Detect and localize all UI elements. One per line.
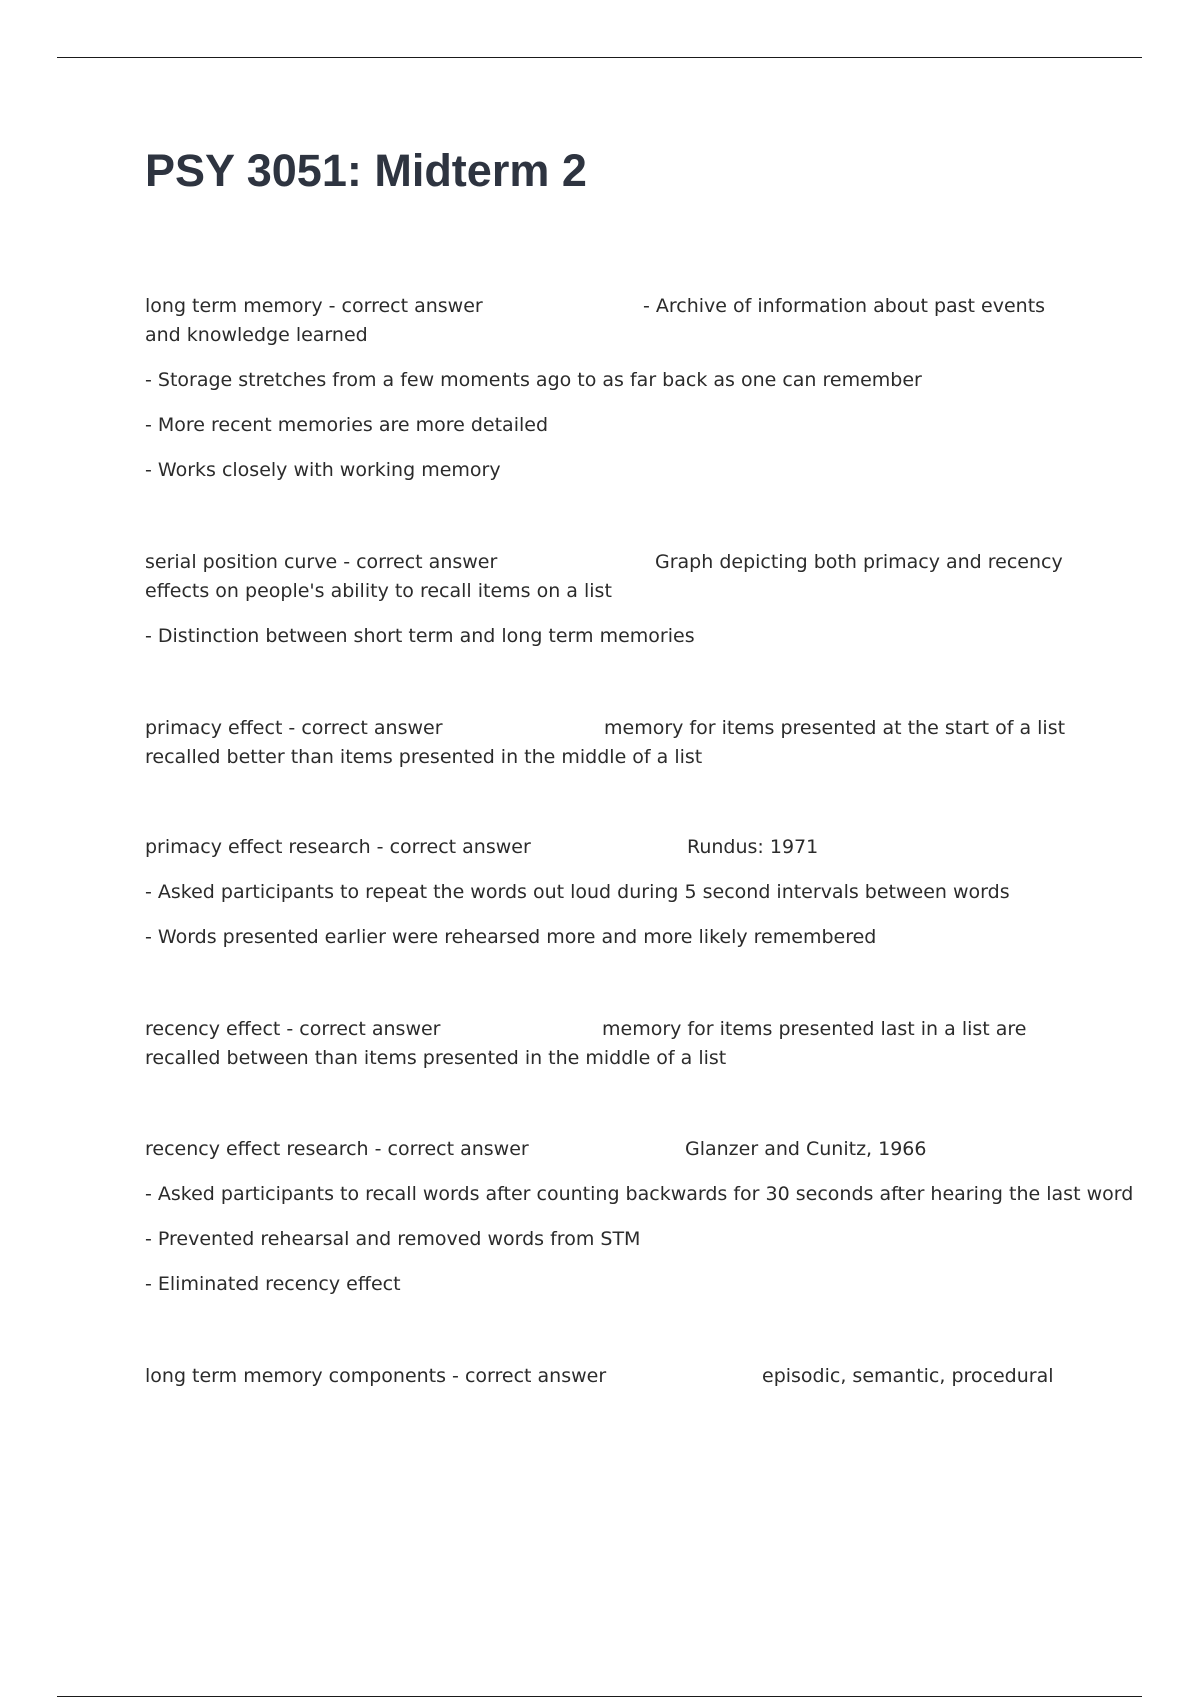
flashcard-point: - Asked participants to repeat the words out loud during 5 second intervals between words <box>145 881 1010 903</box>
flashcard <box>145 292 1085 485</box>
flashcard-point: - Storage stretches from a few moments ago to as far back as one can remember <box>145 369 922 391</box>
flashcard <box>145 548 1085 651</box>
flashcard-point: - Words presented earlier were rehearsed more and more likely remembered <box>145 926 877 948</box>
flashcard-answer: - Archive of information about past events and knowledge learned <box>145 295 1046 346</box>
flashcard-qa <box>145 1015 1085 1073</box>
flashcard-answer: memory for items presented at the start of a list recalled better than items presented in the middle of a list <box>145 717 1066 768</box>
flashcard-question: recency effect - correct answer <box>145 1018 441 1040</box>
flashcard <box>145 1362 1085 1391</box>
flashcard <box>145 1135 1134 1299</box>
flashcard-qa <box>145 292 1085 350</box>
flashcard-point: - Works closely with working memory <box>145 459 501 481</box>
flashcard-answer: Graph depicting both primacy and recency effects on people's ability to recall items on a list <box>145 551 1063 602</box>
top-rule <box>57 57 1142 58</box>
flashcard-question: primacy effect - correct answer <box>145 717 443 739</box>
flashcard-answer: Rundus: 1971 <box>687 836 819 858</box>
flashcard-qa <box>145 548 1085 606</box>
flashcard-question: serial position curve - correct answer <box>145 551 498 573</box>
flashcard-question: long term memory components - correct answer <box>145 1365 607 1387</box>
flashcard-point: - Prevented rehearsal and removed words from STM <box>145 1228 641 1250</box>
flashcard-question: primacy effect research - correct answer <box>145 836 531 858</box>
flashcard-question: long term memory - correct answer <box>145 295 483 317</box>
flashcard-qa <box>145 833 1085 862</box>
flashcard <box>145 833 1085 952</box>
bottom-rule <box>57 1696 1142 1697</box>
flashcard-qa <box>145 714 1085 772</box>
flashcard-point: - Distinction between short term and long term memories <box>145 625 695 647</box>
flashcard-answer: Glanzer and Cunitz, 1966 <box>685 1138 927 1160</box>
document-title: PSY 3051: Midterm 2 <box>145 145 587 196</box>
flashcard-point: - More recent memories are more detailed <box>145 414 549 436</box>
flashcard <box>145 714 1085 772</box>
flashcard <box>145 1015 1085 1073</box>
flashcard-point: - Asked participants to recall words after counting backwards for 30 seconds after hearing the last word <box>145 1183 1134 1205</box>
flashcard-answer: episodic, semantic, procedural <box>762 1365 1054 1387</box>
flashcard-question: recency effect research - correct answer <box>145 1138 529 1160</box>
flashcard-qa <box>145 1135 1085 1164</box>
flashcard-qa <box>145 1362 1085 1391</box>
flashcard-answer: memory for items presented last in a list are recalled between than items presented in the middle of a list <box>145 1018 1027 1069</box>
flashcard-point: - Eliminated recency effect <box>145 1273 401 1295</box>
